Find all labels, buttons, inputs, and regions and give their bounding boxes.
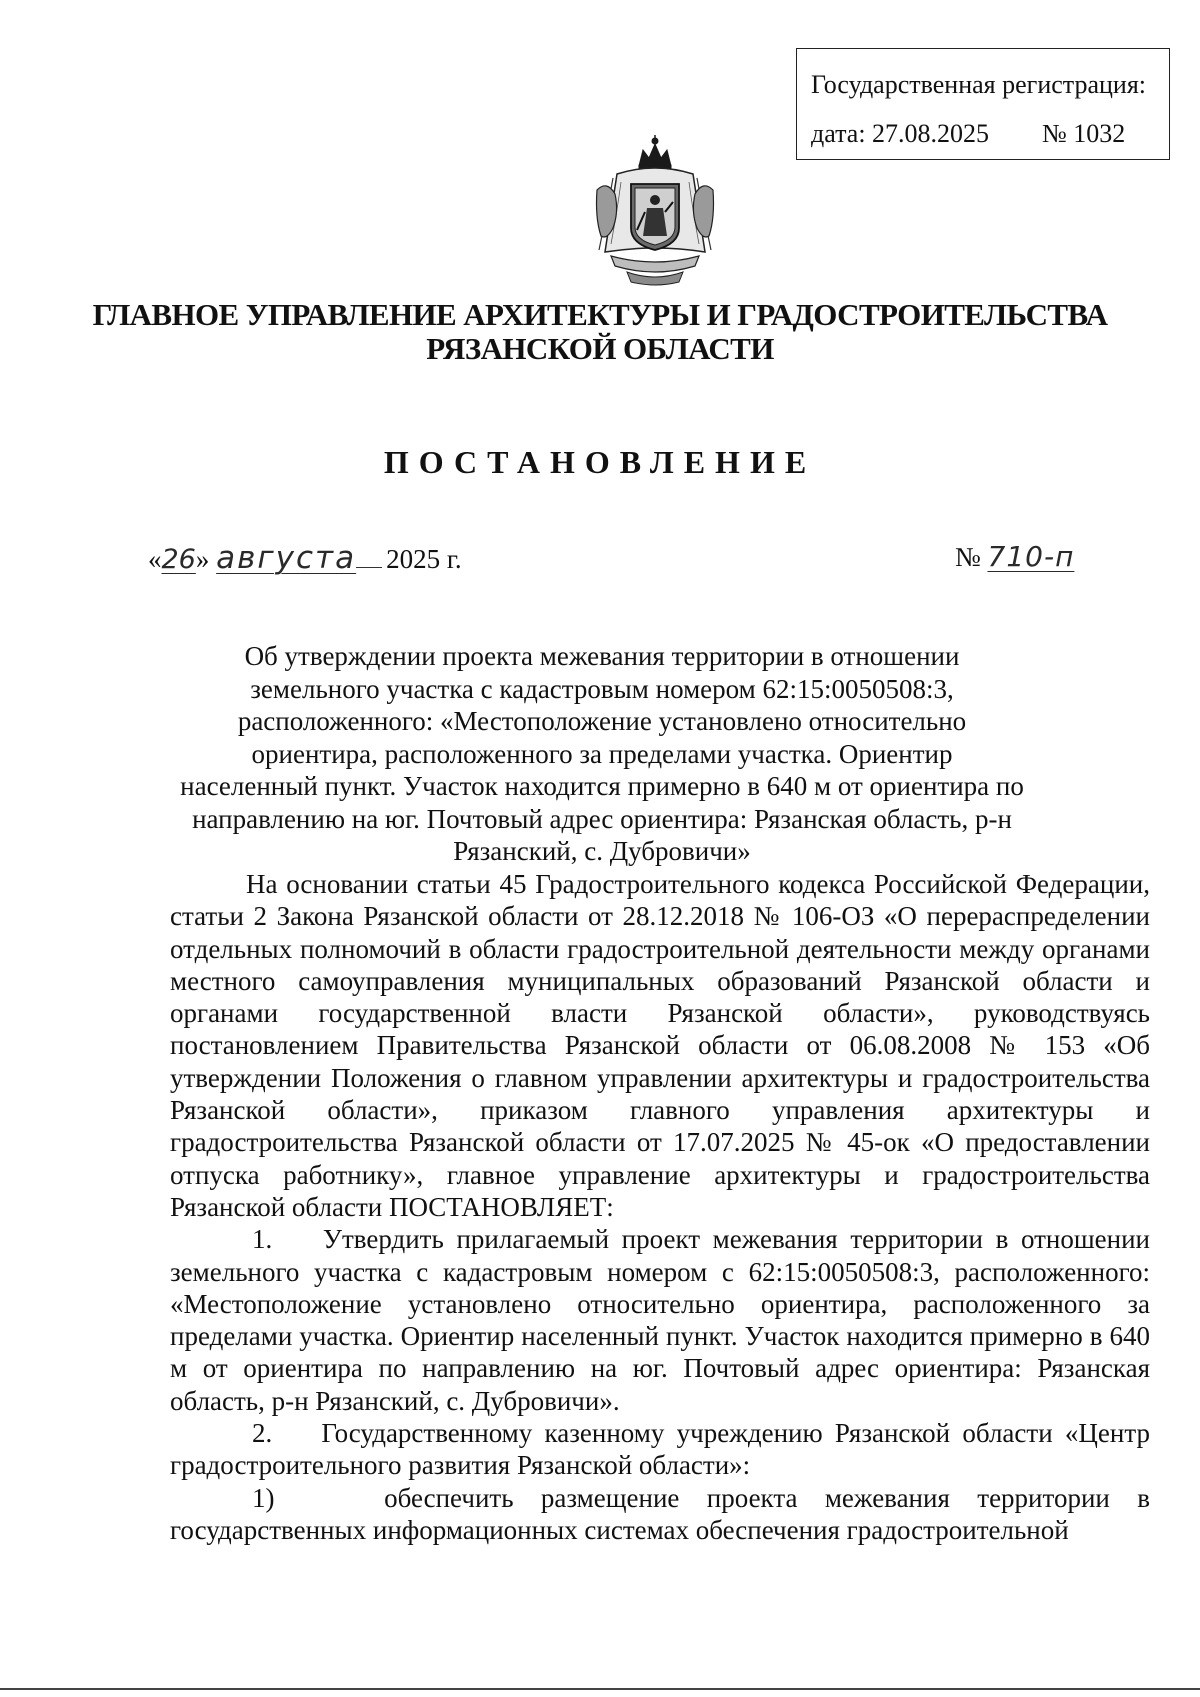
date-underline [356, 566, 382, 568]
date-day-handwritten: 26 [161, 544, 196, 575]
scan-bottom-edge [0, 1688, 1200, 1690]
number-value-handwritten: 710-п [987, 540, 1075, 573]
registration-stamp [796, 48, 1170, 160]
date-close-quote: » [195, 544, 210, 574]
document-subject: Об утверждении проекта межевания территории в отношении земельного участка с кадастровым номером 62:15:0050508:3, расположенного: «Местоположение установлено относительно ориентира, расположенного за пределами участка. Ориентир населенный пункт. Участок находится примерно в 640 м от ориентира по направлению на юг. Почтовый адрес ориентира: Рязанская область, р-н Рязанский, с. Дубровичи» [180, 641, 1024, 866]
organization-title [0, 298, 1200, 366]
date-month-handwritten: августа [216, 540, 357, 576]
document-type-heading: ПОСТАНОВЛЕНИЕ [383, 444, 817, 480]
organization-title-line-2: РЯЗАНСКОЙ ОБЛАСТИ [426, 331, 774, 366]
registration-date: дата: 27.08.2025 [811, 119, 990, 148]
ryazan-coat-of-arms-icon [577, 132, 733, 288]
date-year: 2025 г. [386, 544, 462, 574]
body-item-1: 1. Утвердить прилагаемый проект межевания территории в отношении земельного участка с кадастровым номером с 62:15:0050508:3, расположенного: «Местоположение установлено относительно ориентира, расположенного за пределами участка. Ориентир населенный пункт. Участок находится примерно в 640 м от ориентира по направлению на юг. Почтовый адрес ориентира: Рязанская область, р-н Рязанский, с. Дубровичи». [170, 1224, 1150, 1416]
body-preamble: На основании статьи 45 Градостроительного кодекса Российской Федерации, статьи 2 Закона Рязанской области от 28.12.2018 № 106-ОЗ «О перераспределении отдельных полномочий в области градостроительной деятельности между органами местного самоуправления муниципальных образований Рязанской области и органами государственной власти Рязанской области», руководствуясь постановлением Правительства Рязанской области от 06.08.2008 № 153 «Об утверждении Положения о главном управлении архитектуры и градостроительства Рязанской области», приказом главного управления архитектуры и градостроительства Рязанской области от 17.07.2025 № 45-ок «О предоставлении отпуска работнику», главное управление архитектуры и градостроительства Рязанской области ПОСТАНОВЛЯЕТ: [170, 869, 1150, 1222]
body-item-2-1: 1) обеспечить размещение проекта межевания территории в государственных информационных системах обеспечения градостроительной [170, 1482, 1150, 1545]
document-date [148, 540, 462, 576]
body-item-2: 2. Государственному казенному учреждению Рязанской области «Центр градостроительного развития Рязанской области»: [170, 1418, 1150, 1481]
document-number [955, 540, 1074, 573]
organization-title-line-1: ГЛАВНОЕ УПРАВЛЕНИЕ АРХИТЕКТУРЫ И ГРАДОСТРОИТЕЛЬСТВА [92, 297, 1108, 332]
number-prefix: № [955, 542, 981, 572]
registration-number: № 1032 [1042, 119, 1126, 148]
registration-title: Государственная регистрация: [811, 70, 1147, 99]
document-body [170, 868, 1150, 1546]
date-open-quote: « [148, 544, 162, 574]
